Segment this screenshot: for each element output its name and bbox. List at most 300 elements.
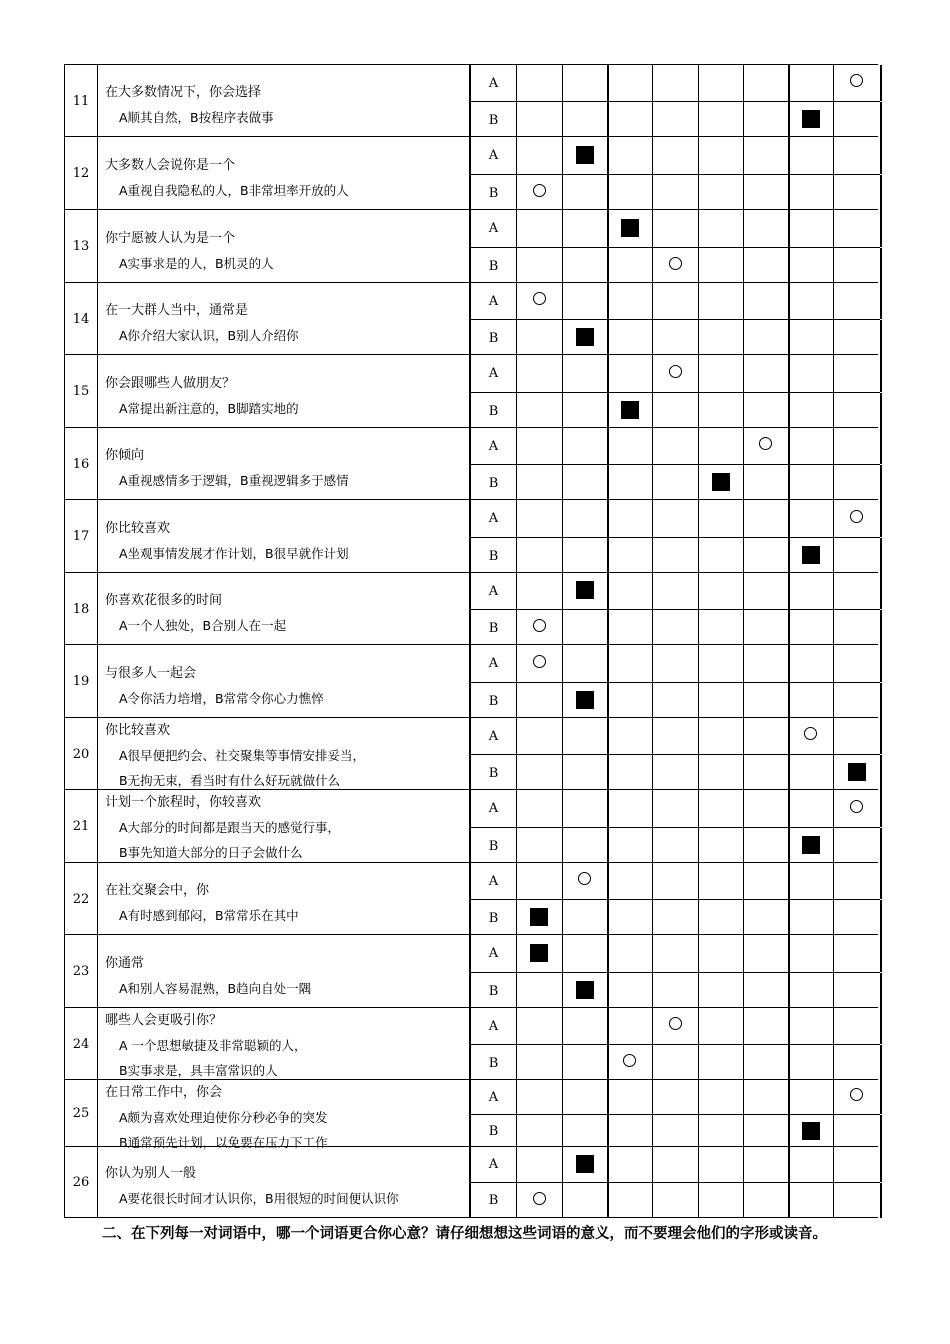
answer-cell[interactable] <box>743 755 789 791</box>
answer-cell[interactable] <box>833 1115 881 1148</box>
question-row <box>64 644 878 718</box>
question-text <box>105 226 469 276</box>
answer-cell[interactable] <box>652 683 699 719</box>
answer-cell[interactable] <box>652 900 699 936</box>
answer-cell[interactable] <box>833 1147 881 1182</box>
answer-cell[interactable] <box>698 718 744 754</box>
grid-right-border <box>880 248 882 284</box>
answer-cell[interactable] <box>698 1008 744 1044</box>
answer-cell[interactable] <box>833 610 881 646</box>
answer-cell[interactable] <box>743 102 789 138</box>
answer-cell[interactable] <box>788 1080 835 1114</box>
answer-cell[interactable] <box>607 1080 654 1114</box>
filled-square-mark <box>802 1122 820 1140</box>
answer-cell[interactable] <box>516 210 563 247</box>
answer-grid <box>469 500 880 573</box>
answer-cell[interactable] <box>562 610 608 646</box>
answer-cell[interactable] <box>516 683 563 719</box>
answer-cell[interactable] <box>833 1045 881 1081</box>
filled-square-mark <box>530 944 548 962</box>
question-options: A和别人容易混熟，B趋向自处一隅 <box>119 980 312 996</box>
question-row <box>64 572 878 645</box>
answer-cell[interactable] <box>788 973 835 1009</box>
answer-cell[interactable] <box>833 718 881 754</box>
grid-right-border <box>880 863 882 899</box>
answer-grid <box>469 137 880 210</box>
answer-cell[interactable] <box>788 755 835 791</box>
option-letter: A <box>488 75 499 91</box>
option-letter: A <box>488 366 499 381</box>
answer-cell[interactable] <box>607 465 654 501</box>
answer-cell[interactable] <box>698 393 744 429</box>
answer-cell[interactable] <box>833 973 881 1009</box>
question-options-continued: B实事求是，具丰富常识的人 <box>119 1063 278 1078</box>
question-options: A常提出新注意的，B脚踏实地的 <box>119 400 299 416</box>
answer-grid <box>469 718 880 790</box>
grid-right-border <box>880 1008 882 1044</box>
answer-cell[interactable] <box>516 790 563 827</box>
answer-cell[interactable] <box>516 1045 563 1081</box>
option-letter: A <box>488 221 499 236</box>
answer-cell[interactable] <box>743 935 789 972</box>
answer-cell[interactable] <box>743 210 789 247</box>
grid-right-border <box>880 718 882 754</box>
option-letter: B <box>488 1124 499 1139</box>
answer-cell[interactable] <box>698 645 744 682</box>
grid-right-border <box>880 573 882 609</box>
answer-grid <box>469 1147 880 1217</box>
answer-cell[interactable] <box>652 645 699 682</box>
answer-cell[interactable] <box>833 683 881 719</box>
answer-cell[interactable] <box>607 1147 654 1182</box>
answer-cell[interactable] <box>562 755 608 791</box>
answer-cell[interactable] <box>698 500 744 537</box>
answer-cell[interactable] <box>607 248 654 284</box>
grid-right-border <box>880 935 882 972</box>
answer-cell[interactable] <box>698 790 744 827</box>
answer-cell[interactable] <box>788 1008 835 1044</box>
answer-cell[interactable] <box>652 755 699 791</box>
answer-cell[interactable] <box>607 573 654 609</box>
answer-cell[interactable] <box>788 283 835 319</box>
question-text <box>105 1080 469 1155</box>
answer-cell[interactable] <box>652 1115 699 1148</box>
answer-row-b <box>471 537 880 574</box>
answer-cell[interactable] <box>652 393 699 429</box>
answer-cell[interactable] <box>652 1080 699 1114</box>
answer-cell[interactable] <box>516 1115 563 1148</box>
answer-cell[interactable] <box>607 102 654 138</box>
answer-cell[interactable] <box>562 1080 608 1114</box>
answer-cell[interactable] <box>516 718 563 754</box>
answer-cell[interactable] <box>698 1183 744 1218</box>
answer-cell[interactable] <box>516 973 563 1009</box>
answer-cell[interactable] <box>562 1115 608 1148</box>
question-prompt: 在大多数情况下，你会选择 <box>105 85 262 100</box>
option-letter: A <box>488 1089 499 1105</box>
grid-right-border <box>880 1147 882 1182</box>
answer-cell[interactable] <box>607 500 654 537</box>
grid-right-border <box>880 393 882 429</box>
answer-cell[interactable] <box>788 137 835 174</box>
answer-cell[interactable] <box>743 355 789 392</box>
answer-cell[interactable] <box>788 645 835 682</box>
answer-cell[interactable] <box>698 65 744 101</box>
filled-square-mark <box>576 981 594 999</box>
answer-cell[interactable] <box>743 175 789 211</box>
answer-cell[interactable] <box>562 645 608 682</box>
answer-cell[interactable] <box>652 500 699 537</box>
answer-cell[interactable] <box>698 863 744 899</box>
answer-row-a <box>471 210 880 247</box>
answer-cell[interactable] <box>788 320 835 356</box>
answer-cell[interactable] <box>833 645 881 682</box>
answer-cell[interactable] <box>652 65 699 101</box>
option-letter: A <box>488 946 499 961</box>
answer-cell[interactable] <box>833 828 881 864</box>
answer-cell[interactable] <box>562 900 608 936</box>
answer-cell[interactable] <box>516 355 563 392</box>
answer-cell[interactable] <box>516 428 563 464</box>
option-letter: B <box>488 475 499 491</box>
answer-cell[interactable] <box>788 248 835 284</box>
question-number: 14 <box>64 283 98 355</box>
answer-cell[interactable] <box>562 248 608 284</box>
answer-cell[interactable] <box>652 102 699 138</box>
grid-right-border <box>880 538 882 574</box>
answer-cell[interactable] <box>516 465 563 501</box>
answer-cell[interactable] <box>743 538 789 574</box>
option-letter: A <box>488 728 499 744</box>
answer-cell[interactable] <box>562 828 608 864</box>
grid-right-border <box>880 1183 882 1218</box>
answer-cell[interactable] <box>788 355 835 392</box>
answer-cell[interactable] <box>788 393 835 429</box>
answer-cell[interactable] <box>788 573 835 609</box>
answer-cell[interactable] <box>743 500 789 537</box>
answer-cell[interactable] <box>833 863 881 899</box>
answer-cell[interactable] <box>607 65 654 101</box>
answer-cell[interactable] <box>516 393 563 429</box>
answer-cell[interactable] <box>788 863 835 899</box>
answer-cell[interactable] <box>833 900 881 936</box>
answer-cell[interactable] <box>652 790 699 827</box>
answer-cell[interactable] <box>833 465 881 501</box>
answer-cell[interactable] <box>833 573 881 609</box>
answer-cell[interactable] <box>652 863 699 899</box>
answer-cell[interactable] <box>698 683 744 719</box>
answer-cell[interactable] <box>607 175 654 211</box>
answer-cell[interactable] <box>607 1008 654 1044</box>
answer-cell[interactable] <box>788 610 835 646</box>
answer-cell[interactable] <box>743 573 789 609</box>
answer-row-b <box>471 754 880 791</box>
circle-mark <box>623 1054 636 1067</box>
answer-cell[interactable] <box>652 283 699 319</box>
grid-right-border <box>880 790 882 827</box>
answer-cell[interactable] <box>562 718 608 754</box>
answer-cell[interactable] <box>833 1008 881 1044</box>
answer-cell[interactable] <box>833 248 881 284</box>
option-letter: A <box>488 293 499 309</box>
answer-cell[interactable] <box>652 718 699 754</box>
answer-cell[interactable] <box>788 210 835 247</box>
answer-row-a <box>471 935 880 972</box>
answer-cell[interactable] <box>652 428 699 464</box>
question-number: 16 <box>64 428 98 500</box>
answer-cell[interactable] <box>607 1115 654 1148</box>
answer-cell[interactable] <box>833 102 881 138</box>
answer-cell[interactable] <box>833 1183 881 1218</box>
answer-cell[interactable] <box>516 828 563 864</box>
answer-cell[interactable] <box>652 973 699 1009</box>
answer-cell[interactable] <box>562 465 608 501</box>
answer-cell[interactable] <box>562 500 608 537</box>
grid-right-border <box>880 755 882 791</box>
question-options: A你介绍大家认识，B别人介绍你 <box>119 328 299 343</box>
answer-cell[interactable] <box>607 645 654 682</box>
answer-cell[interactable] <box>833 210 881 247</box>
answer-cell[interactable] <box>743 1147 789 1182</box>
answer-cell[interactable] <box>516 1147 563 1182</box>
answer-cell[interactable] <box>516 755 563 791</box>
answer-cell[interactable] <box>516 863 563 899</box>
answer-grid <box>469 790 880 863</box>
answer-cell[interactable] <box>607 828 654 864</box>
answer-cell[interactable] <box>698 573 744 609</box>
answer-cell[interactable] <box>788 500 835 537</box>
answer-cell[interactable] <box>698 755 744 791</box>
answer-cell[interactable] <box>698 248 744 284</box>
answer-cell[interactable] <box>698 538 744 574</box>
answer-cell[interactable] <box>607 683 654 719</box>
answer-cell[interactable] <box>833 538 881 574</box>
answer-cell[interactable] <box>743 828 789 864</box>
answer-cell[interactable] <box>743 283 789 319</box>
answer-cell[interactable] <box>562 283 608 319</box>
filled-square-mark <box>621 219 639 237</box>
answer-cell[interactable] <box>698 973 744 1009</box>
answer-cell[interactable] <box>743 718 789 754</box>
answer-cell[interactable] <box>788 935 835 972</box>
answer-cell[interactable] <box>833 355 881 392</box>
answer-cell[interactable] <box>607 900 654 936</box>
answer-cell[interactable] <box>743 1080 789 1114</box>
answer-cell[interactable] <box>562 393 608 429</box>
answer-cell[interactable] <box>562 428 608 464</box>
answer-cell[interactable] <box>562 65 608 101</box>
answer-cell[interactable] <box>652 465 699 501</box>
answer-cell[interactable] <box>698 355 744 392</box>
answer-cell[interactable] <box>833 393 881 429</box>
answer-cell[interactable] <box>833 137 881 174</box>
answer-cell[interactable] <box>698 828 744 864</box>
answer-cell[interactable] <box>607 718 654 754</box>
answer-cell[interactable] <box>607 863 654 899</box>
filled-square-mark <box>530 908 548 926</box>
question-number: 24 <box>64 1008 98 1080</box>
answer-cell[interactable] <box>607 755 654 791</box>
answer-cell[interactable] <box>743 1008 789 1044</box>
answer-cell[interactable] <box>562 1045 608 1081</box>
answer-cell[interactable] <box>516 538 563 574</box>
grid-right-border <box>880 137 882 174</box>
answer-cell[interactable] <box>698 102 744 138</box>
grid-right-border <box>880 465 882 501</box>
answer-cell[interactable] <box>652 210 699 247</box>
answer-cell[interactable] <box>607 283 654 319</box>
answer-cell[interactable] <box>788 790 835 827</box>
grid-right-border <box>880 65 882 101</box>
option-letter: B <box>488 838 499 854</box>
answer-row-b <box>471 899 880 936</box>
answer-cell[interactable] <box>743 465 789 501</box>
answer-cell[interactable] <box>562 102 608 138</box>
question-number: 21 <box>64 790 98 863</box>
answer-cell[interactable] <box>607 610 654 646</box>
answer-cell[interactable] <box>607 1183 654 1218</box>
answer-cell[interactable] <box>607 320 654 356</box>
answer-cell[interactable] <box>743 900 789 936</box>
answer-cell[interactable] <box>698 175 744 211</box>
circle-mark <box>669 257 682 270</box>
answer-cell[interactable] <box>833 428 881 464</box>
answer-cell[interactable] <box>652 137 699 174</box>
question-row <box>64 934 878 1008</box>
answer-cell[interactable] <box>516 1008 563 1044</box>
answer-row-a <box>471 718 880 754</box>
answer-cell[interactable] <box>562 538 608 574</box>
answer-cell[interactable] <box>607 790 654 827</box>
question-row <box>64 862 878 935</box>
answer-cell[interactable] <box>652 573 699 609</box>
answer-cell[interactable] <box>788 428 835 464</box>
answer-cell[interactable] <box>698 900 744 936</box>
answer-cell[interactable] <box>833 175 881 211</box>
answer-cell[interactable] <box>516 65 563 101</box>
answer-cell[interactable] <box>607 973 654 1009</box>
answer-cell[interactable] <box>698 1080 744 1114</box>
answer-cell[interactable] <box>607 428 654 464</box>
answer-cell[interactable] <box>833 283 881 319</box>
question-prompt: 你喜欢花很多的时间 <box>105 593 223 608</box>
answer-cell[interactable] <box>652 610 699 646</box>
answer-cell[interactable] <box>562 175 608 211</box>
answer-cell[interactable] <box>743 1115 789 1148</box>
answer-cell[interactable] <box>788 175 835 211</box>
answer-cell[interactable] <box>516 573 563 609</box>
answer-cell[interactable] <box>743 1183 789 1218</box>
answer-cell[interactable] <box>516 137 563 174</box>
answer-cell[interactable] <box>698 137 744 174</box>
answer-cell[interactable] <box>652 935 699 972</box>
answer-cell[interactable] <box>788 1147 835 1182</box>
option-letter: A <box>488 438 499 454</box>
answer-grid <box>469 355 880 428</box>
answer-cell[interactable] <box>788 683 835 719</box>
answer-cell[interactable] <box>743 683 789 719</box>
answer-row-a <box>471 863 880 899</box>
answer-cell[interactable] <box>516 1080 563 1114</box>
answer-grid <box>469 1080 880 1147</box>
question-row <box>64 64 878 137</box>
answer-cell[interactable] <box>652 1147 699 1182</box>
answer-row-b <box>471 1044 880 1081</box>
answer-cell[interactable] <box>698 1115 744 1148</box>
answer-cell[interactable] <box>698 610 744 646</box>
answer-cell[interactable] <box>743 610 789 646</box>
answer-cell[interactable] <box>607 935 654 972</box>
answer-cell[interactable] <box>788 900 835 936</box>
answer-row-a <box>471 283 880 319</box>
answer-cell[interactable] <box>607 538 654 574</box>
answer-cell[interactable] <box>562 355 608 392</box>
answer-cell[interactable] <box>562 210 608 247</box>
answer-cell[interactable] <box>788 465 835 501</box>
answer-cell[interactable] <box>698 428 744 464</box>
answer-cell[interactable] <box>698 210 744 247</box>
answer-cell[interactable] <box>833 320 881 356</box>
answer-cell[interactable] <box>743 973 789 1009</box>
answer-cell[interactable] <box>743 320 789 356</box>
answer-cell[interactable] <box>562 1183 608 1218</box>
answer-cell[interactable] <box>833 935 881 972</box>
answer-cell[interactable] <box>743 65 789 101</box>
answer-cell[interactable] <box>562 1008 608 1044</box>
answer-cell[interactable] <box>652 1183 699 1218</box>
answer-cell[interactable] <box>698 320 744 356</box>
answer-cell[interactable] <box>788 1183 835 1218</box>
question-text <box>105 516 469 566</box>
answer-cell[interactable] <box>788 65 835 101</box>
answer-cell[interactable] <box>652 1045 699 1081</box>
answer-cell[interactable] <box>743 393 789 429</box>
answer-cell[interactable] <box>652 828 699 864</box>
answer-cell[interactable] <box>743 137 789 174</box>
answer-cell[interactable] <box>743 248 789 284</box>
answer-cell[interactable] <box>743 1045 789 1081</box>
circle-mark <box>850 1088 863 1101</box>
answer-cell[interactable] <box>607 137 654 174</box>
answer-cell[interactable] <box>652 320 699 356</box>
question-number: 22 <box>64 863 98 935</box>
answer-cell[interactable] <box>516 320 563 356</box>
answer-cell[interactable] <box>652 538 699 574</box>
option-letter: A <box>488 148 499 163</box>
answer-cell[interactable] <box>743 790 789 827</box>
answer-cell[interactable] <box>562 790 608 827</box>
answer-cell[interactable] <box>788 1045 835 1081</box>
option-letter: A <box>488 1157 499 1172</box>
answer-cell[interactable] <box>516 248 563 284</box>
answer-cell[interactable] <box>698 935 744 972</box>
question-number: 17 <box>64 500 98 573</box>
answer-cell[interactable] <box>516 500 563 537</box>
answer-cell[interactable] <box>607 355 654 392</box>
question-text <box>105 80 469 130</box>
answer-cell[interactable] <box>698 1147 744 1182</box>
answer-cell[interactable] <box>698 1045 744 1081</box>
filled-square-mark <box>576 691 594 709</box>
answer-cell[interactable] <box>562 935 608 972</box>
answer-cell[interactable] <box>698 283 744 319</box>
grid-right-border <box>880 428 882 464</box>
answer-cell[interactable] <box>516 102 563 138</box>
answer-cell[interactable] <box>652 175 699 211</box>
answer-grid <box>469 863 880 935</box>
answer-cell[interactable] <box>743 863 789 899</box>
answer-cell[interactable] <box>743 645 789 682</box>
